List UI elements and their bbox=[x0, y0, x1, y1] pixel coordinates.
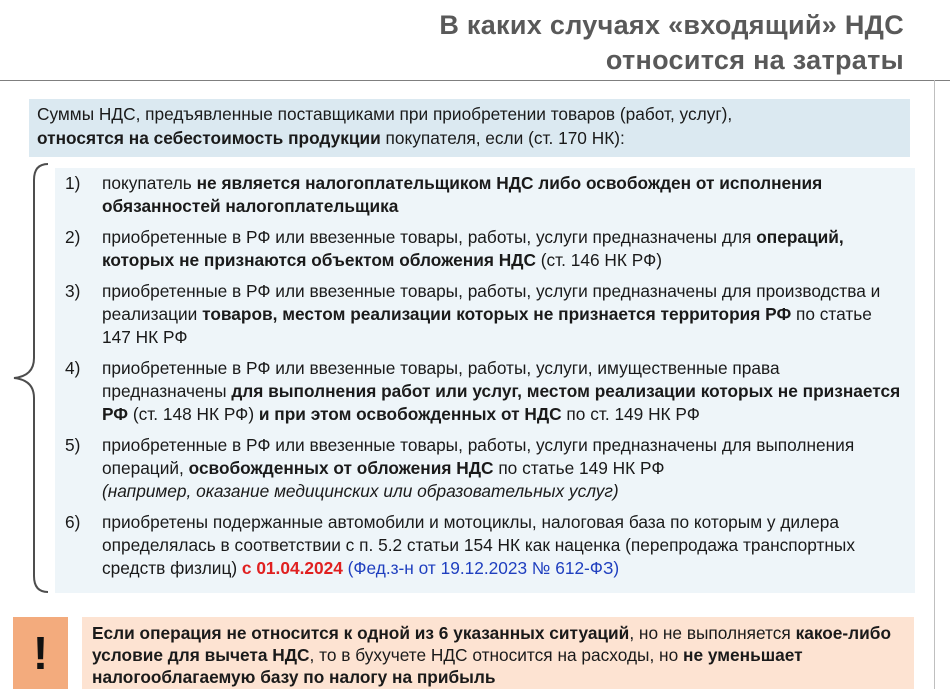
item-bold: освобожденных от обложения НДС bbox=[188, 458, 494, 478]
item-text: приобретенные в РФ или ввезенные товары, работы, услуги предназначены для производства и реализации bbox=[102, 281, 881, 324]
item-text: по статье 149 НК РФ bbox=[493, 458, 665, 478]
item-text: по статье 147 НК РФ bbox=[102, 304, 872, 347]
item-text: (ст. 146 НК РФ) bbox=[535, 250, 662, 270]
item-bold: и при этом освобожденных от НДС bbox=[258, 404, 562, 424]
slide-right-edge bbox=[934, 80, 935, 689]
law-reference: (Фед.з-н от 19.12.2023 № 612-ФЗ) bbox=[342, 558, 620, 578]
intro-bold: относятся на себестоимость продукции bbox=[37, 128, 381, 148]
item-bold: для выполнения работ или услуг, местом реализации которых не признается РФ bbox=[102, 381, 901, 424]
warning-bold: какое-либо условие для вычета НДС bbox=[92, 623, 891, 665]
item-number: 5) bbox=[65, 435, 81, 455]
conditions-list bbox=[65, 172, 905, 588]
item-bold: операций, которых не признаются объектом обложения НДС bbox=[102, 227, 844, 270]
item-text: приобретены подержанные автомобили и мотоциклы, налоговая база по которым у дилера определялась в соответствии с п. 5.2 статьи 154 НК как наценка (перепродажа транспортных средств физлиц) bbox=[102, 512, 855, 578]
slide-title bbox=[439, 8, 904, 78]
item-number: 1) bbox=[65, 173, 81, 193]
intro-tail: покупателя, если (ст. 170 НК): bbox=[380, 128, 625, 148]
item-text: по ст. 149 НК РФ bbox=[561, 404, 700, 424]
condition-item-2 bbox=[65, 226, 905, 272]
condition-item-5 bbox=[65, 434, 905, 503]
item-example: (например, оказание медицинских или образовательных услуг) bbox=[102, 481, 619, 501]
warning-box bbox=[82, 617, 914, 689]
exclamation-icon: ! bbox=[13, 617, 68, 689]
item-text: (ст. 148 НК РФ) bbox=[128, 404, 259, 424]
item-text: приобретенные в РФ или ввезенные товары, работы, услуги предназначены для выполнения операций, bbox=[102, 435, 855, 478]
intro-text: Суммы НДС, предъявленные поставщиками при приобретении товаров (работ, услуг), bbox=[37, 104, 733, 124]
left-brace-icon bbox=[8, 162, 53, 594]
item-text: приобретенные в РФ или ввезенные товары, работы, услуги предназначены для bbox=[102, 227, 757, 247]
item-bold: не является налогоплательщиком НДС либо освобожден от исполнения обязанностей налогоплательщика bbox=[102, 173, 823, 216]
title-divider bbox=[0, 80, 950, 81]
warning-text: , то в бухучете НДС относится на расходы, но bbox=[309, 645, 684, 665]
title-line-1: В каких случаях «входящий» НДС bbox=[439, 10, 904, 40]
item-number: 2) bbox=[65, 227, 81, 247]
item-text: приобретенные в РФ или ввезенные товары, работы, услуги, имущественные права предназначены bbox=[102, 358, 780, 401]
warning-bold: не уменьшает налогооблагаемую базу по налогу на прибыль bbox=[92, 645, 803, 687]
title-line-2: относится на затраты bbox=[605, 45, 904, 75]
item-number: 6) bbox=[65, 512, 81, 532]
effective-date: с 01.04.2024 bbox=[241, 558, 343, 578]
condition-item-6 bbox=[65, 511, 905, 580]
condition-item-4 bbox=[65, 357, 905, 426]
warning-bold: Если операция не относится к одной из 6 указанных ситуаций bbox=[92, 623, 630, 643]
condition-item-3 bbox=[65, 280, 905, 349]
condition-item-1 bbox=[65, 172, 905, 218]
intro-box bbox=[29, 99, 910, 157]
item-bold: товаров, местом реализации которых не признается территория РФ bbox=[202, 304, 792, 324]
item-number: 4) bbox=[65, 358, 81, 378]
warning-text: , но не выполняется bbox=[629, 623, 796, 643]
item-number: 3) bbox=[65, 281, 81, 301]
item-text: покупатель bbox=[102, 173, 197, 193]
